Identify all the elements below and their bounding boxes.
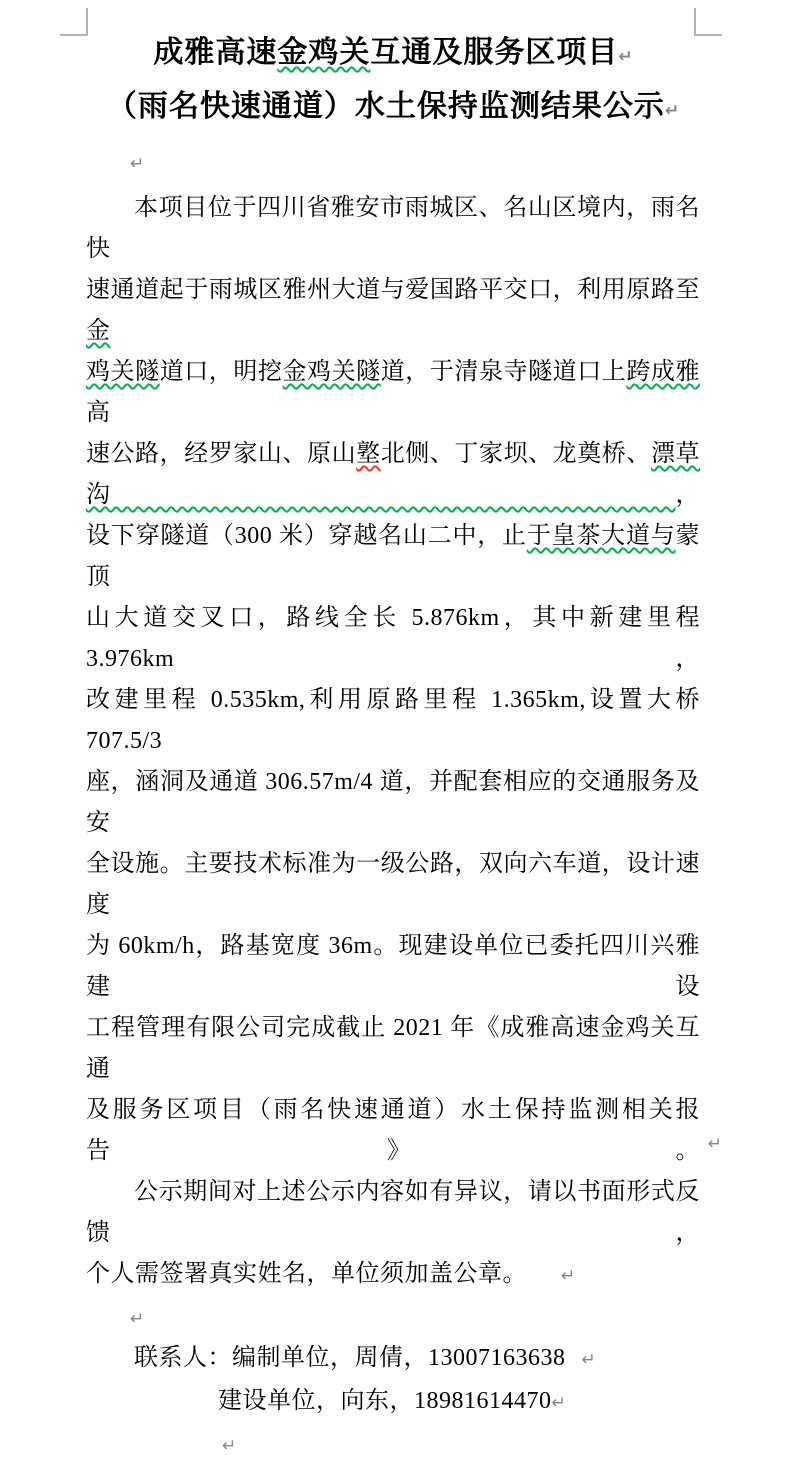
text-run: 道，于清泉寺隧道口上 [380,359,627,385]
text-run: 座，涵洞及通道 306.57m/4 道，并配套相应的交通服务及安 [86,769,700,836]
document-text-line [86,352,700,434]
text-run: 工程管理有限公司完成截止 2021 年《成雅高速金鸡关互通 [86,1015,700,1082]
spellcheck-red-underline-text: 墪 [356,441,381,467]
text-run: 高 [86,400,111,426]
spellcheck-green-underline-text: 于皇茶大道与 [526,523,676,549]
contact-line [86,1381,700,1424]
paragraph-mark-icon: ↵ [707,1134,722,1154]
document-text-line [86,1254,700,1297]
spellcheck-green-underline-text: 金鸡关隧 [282,359,381,385]
paragraph-mark-icon: ↵ [551,1393,566,1413]
text-run: 速公路，经罗家山、原山 [86,441,357,467]
text-run: 道口，明挖 [159,359,283,385]
contact-line [86,1338,700,1381]
document-text-line [86,762,700,844]
paragraph-mark-icon: ↵ [561,1266,576,1286]
document-text-line [86,1090,722,1172]
empty-paragraph-line [86,1297,700,1338]
document-content [86,28,722,1465]
paragraph-mark-icon: ↵ [130,154,145,174]
text-run: （雨名快速通道）水土保持监测结果公示 [106,90,665,123]
document-text-line [86,270,700,352]
text-run: ， [675,482,700,508]
document-text-line [86,516,700,598]
text-run: 本项目位于四川省雅安市雨城区、名山区境内，雨名快 [86,195,700,262]
document-text-line [86,926,700,1008]
document-text-line [86,1172,700,1254]
text-run: 北侧、丁家坝、龙奠桥、 [380,441,651,467]
paragraph-mark-icon: ↵ [222,1436,237,1456]
text-run: 联系人：编制单位，周倩，13007163638 [134,1345,566,1371]
text-run: 成雅高速 [153,36,278,69]
document-text-line [86,844,700,926]
paragraph-mark-icon: ↵ [581,1350,596,1370]
text-run: 为 60km/h，路基宽度 36m。现建设单位已委托四川兴雅建设 [86,933,700,1000]
empty-paragraph-line [86,136,700,188]
paragraph-mark-icon: ↵ [130,1309,145,1329]
text-run: 蒙顶 [86,523,701,590]
text-run: 设下穿隧道（300 米）穿越名山二中，止 [86,523,527,549]
paragraph-mark-icon: ↵ [664,101,680,121]
spellcheck-green-underline-text: 鸡关隧 [86,359,160,385]
text-run: 公示期间对上述公示内容如有异议，请以书面形式反馈， [86,1179,700,1246]
text-run: 全设施。主要技术标准为一级公路，双向六车道，设计速度 [86,851,700,918]
spellcheck-green-underline-text: 金 [86,318,111,344]
document-text-line [86,434,700,516]
title-line [86,28,700,82]
text-run: 互通及服务区项目 [370,36,619,69]
document-text-line [86,188,700,270]
title-line [86,82,700,136]
paragraph-mark-icon: ↵ [618,47,633,67]
margin-corner-mark-top-left-icon [60,8,88,36]
text-run: 山大道交叉口，路线全长 5.876km，其中新建里程 3.976km， [86,605,700,672]
text-run: 建设单位，向东，18981614470 [218,1388,552,1414]
spellcheck-green-underline-text: 跨成雅 [626,359,700,385]
document-text-line [86,598,700,680]
text-run: 个人需签署真实姓名，单位须加盖公章。 [86,1261,527,1287]
document-text-line [86,1008,700,1090]
text-run: 改建里程 0.535km,利用原路里程 1.365km,设置大桥 707.5/3 [86,687,700,754]
spellcheck-green-underline-text: 漂草沟 [86,441,700,508]
text-run: 及服务区项目（雨名快速通道）水土保持监测相关报告》。 [86,1097,700,1164]
document-text-line [86,680,700,762]
spellcheck-green-underline-text: 金鸡关 [277,36,371,69]
empty-paragraph-line [86,1424,700,1465]
text-run: 速通道起于雨城区雅州大道与爱国路平交口，利用原路至 [86,277,700,303]
